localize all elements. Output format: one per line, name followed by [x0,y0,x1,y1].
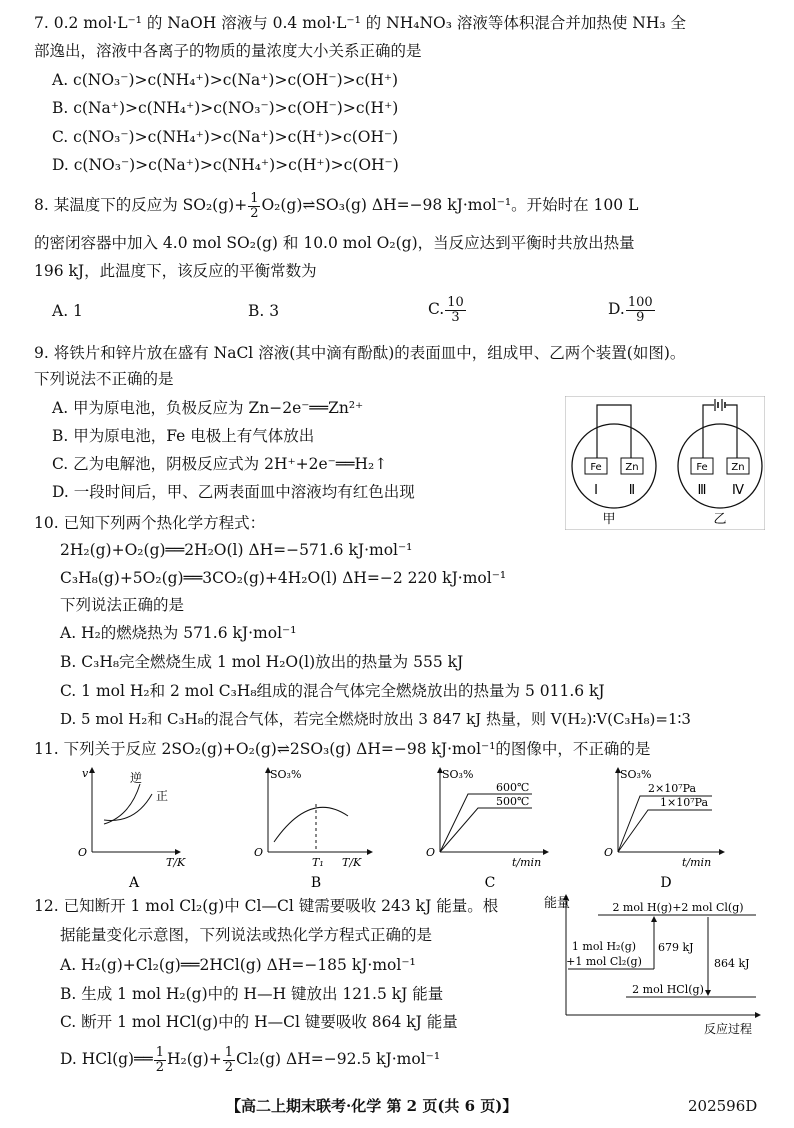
footer-title: 【高二上期末联考·化学 第 2 页(共 6 页)】 [226,1097,518,1115]
q8-stem-line3: 196 kJ，此温度下，该反应的平衡常数为 [34,262,317,280]
curve-b [274,807,348,842]
svg-text:2 mol H(g)+2 mol Cl(g): 2 mol H(g)+2 mol Cl(g) [612,901,744,914]
q12-option-c: C. 断开 1 mol HCl(g)中的 H—Cl 键要吸收 864 kJ 能量 [60,1013,458,1031]
q9-option-b: B. 甲为原电池，Fe 电极上有气体放出 [52,427,315,445]
q10-option-a: A. H₂的燃烧热为 571.6 kJ·mol⁻¹ [60,624,297,642]
q10-option-b: B. C₃H₈完全燃烧生成 1 mol H₂O(l)放出的热量为 555 kJ [60,653,464,671]
svg-text:v: v [82,767,89,780]
q12-stem-line1: 12. 已知断开 1 mol Cl₂(g)中 Cl—Cl 键需要吸收 243 kJ 能量。根 [34,897,499,915]
q12-energy-diagram [538,893,766,1041]
q9-option-d: D. 一段时间后，甲、乙两表面皿中溶液均有红色出现 [52,483,415,501]
svg-text:2 mol HCl(g): 2 mol HCl(g) [632,983,704,996]
svg-text:O: O [254,846,264,859]
q12-option-d: D. HCl(g)══ $\frac{1}{2}$ H₂(g)+ $\frac{1}{2}$ Cl₂(g) ΔH=−92.5 kJ·mol⁻¹ [60,1045,441,1075]
q7-option-a: A. c(NO₃⁻)>c(NH₄⁺)>c(Na⁺)>c(OH⁻)>c(H⁺) [52,71,399,89]
q8-option-d: D. $\frac{100}{9}$ [608,295,653,325]
q11-stem: 11. 下列关于反应 2SO₂(g)+O₂(g)⇌2SO₃(g) ΔH=−98 kJ·mol⁻¹的图像中，不正确的是 [34,740,651,758]
wire-jia [597,405,631,458]
q12-stem-line2: 据能量变化示意图，下列说法或热化学方程式正确的是 [60,926,433,944]
wire-yi [703,405,737,458]
q7-stem-line2: 部逸出，溶液中各离子的物质的量浓度大小关系正确的是 [34,42,422,60]
q10-option-d: D. 5 mol H₂和 C₃H₈的混合气体，若完全燃烧时放出 3 847 kJ 热量，则 V(H₂)∶V(C₃H₈)=1∶3 [60,710,691,728]
q9-option-a: A. 甲为原电池，负极反应为 Zn−2e⁻══Zn²⁺ [52,399,364,417]
electrode-zn-1: Zn [625,462,639,473]
svg-text:A: A [128,875,140,891]
svg-text:SO₃%: SO₃% [442,768,474,781]
q9-option-c: C. 乙为电解池，阴极反应式为 2H⁺+2e⁻══H₂↑ [52,455,388,473]
label-jia: 甲 [602,512,616,527]
svg-text:O: O [426,846,436,859]
q12-option-b: B. 生成 1 mol H₂(g)中的 H—H 键放出 121.5 kJ 能量 [60,985,444,1003]
q9-stem-line2: 下列说法不正确的是 [34,370,174,388]
electrode-zn-2: Zn [731,462,745,473]
q8-option-c: C. $\frac{10}{3}$ [428,295,464,325]
svg-text:Ⅰ: Ⅰ [594,483,598,498]
svg-text:679 kJ: 679 kJ [658,941,694,954]
svg-text:O: O [78,846,88,859]
q7-stem-line1: 7. 0.2 mol·L⁻¹ 的 NaOH 溶液与 0.4 mol·L⁻¹ 的 NH₄NO₃ 溶液等体积混合并加热使 NH₃ 全 [34,14,687,32]
axis-process: 反应过程 [704,1022,753,1036]
q8-option-b: B. 3 [248,302,280,320]
q7-option-c: C. c(NO₃⁻)>c(NH₄⁺)>c(Na⁺)>c(H⁺)>c(OH⁻) [52,128,399,146]
svg-text:1×10⁷Pa: 1×10⁷Pa [660,796,709,809]
svg-text:T₁: T₁ [312,856,324,869]
electrode-fe-2: Fe [696,462,708,473]
q10-stem: 10. 已知下列两个热化学方程式： [34,514,266,532]
svg-text:O: O [604,846,614,859]
svg-text:600℃: 600℃ [496,781,530,794]
label-yi: 乙 [713,512,727,527]
svg-text:C: C [484,875,496,891]
svg-text:B: B [310,875,322,891]
q9-cell-figure [565,396,765,530]
q8-half-fraction: $\frac{1}{2}$ [250,191,259,221]
footer-code: 202596D [688,1097,758,1115]
svg-text:t/min: t/min [682,856,712,869]
svg-text:Ⅱ: Ⅱ [628,483,636,498]
svg-text:864 kJ: 864 kJ [714,957,750,970]
svg-text:500℃: 500℃ [496,795,530,808]
q12-option-a: A. H₂(g)+Cl₂(g)══2HCl(g) ΔH=−185 kJ·mol⁻¹ [60,956,416,974]
curve-reverse [104,784,140,824]
svg-text:2×10⁷Pa: 2×10⁷Pa [648,782,697,795]
q10-option-c: C. 1 mol H₂和 2 mol C₃H₈组成的混合气体完全燃烧放出的热量为 5 011.6 kJ [60,682,605,700]
q11-graphs [70,764,730,892]
graph-b [254,768,370,891]
q10-ask: 下列说法正确的是 [60,596,185,614]
svg-text:1 mol H₂(g): 1 mol H₂(g) [571,940,637,953]
svg-text:t/min: t/min [512,856,542,869]
q8-stem-line2: 的密闭容器中加入 4.0 mol SO₂(g) 和 10.0 mol O₂(g)，当反应达到平衡时共放出热量 [34,234,635,252]
graph-a [78,767,186,891]
svg-text:Ⅳ: Ⅳ [732,483,744,498]
q8-option-a: A. 1 [52,302,83,320]
svg-text:D: D [660,875,672,891]
q7-option-b: B. c(Na⁺)>c(NH₄⁺)>c(NO₃⁻)>c(OH⁻)>c(H⁺) [52,99,399,117]
svg-text:逆: 逆 [130,771,143,785]
graph-d [604,768,722,891]
svg-text:+1 mol Cl₂(g): +1 mol Cl₂(g) [566,955,642,968]
svg-text:T/K: T/K [342,856,362,869]
svg-text:T/K: T/K [166,856,186,869]
q8-stem-line1: 8. 某温度下的反应为 SO₂(g)+ $\frac{1}{2}$ O₂(g)⇌SO₃(g) ΔH=−98 kJ·mol⁻¹。开始时在 100 L [34,191,639,221]
q10-equation-2: C₃H₈(g)+5O₂(g)══3CO₂(g)+4H₂O(l) ΔH=−2 220 kJ·mol⁻¹ [60,569,507,587]
axis-energy: 能量 [544,896,571,911]
svg-text:SO₃%: SO₃% [620,768,652,781]
q9-stem-line1: 9. 将铁片和锌片放在盛有 NaCl 溶液(其中滴有酚酞)的表面皿中，组成甲、乙两个装置(如图)。 [34,344,686,362]
electrode-fe-1: Fe [590,462,602,473]
graph-c [426,768,546,891]
svg-text:SO₃%: SO₃% [270,768,302,781]
svg-text:Ⅲ: Ⅲ [697,483,707,498]
svg-text:正: 正 [156,789,169,803]
q10-equation-1: 2H₂(g)+O₂(g)══2H₂O(l) ΔH=−571.6 kJ·mol⁻¹ [60,541,413,559]
q7-option-d: D. c(NO₃⁻)>c(Na⁺)>c(NH₄⁺)>c(H⁺)>c(OH⁻) [52,156,399,174]
curve-500 [440,808,532,852]
